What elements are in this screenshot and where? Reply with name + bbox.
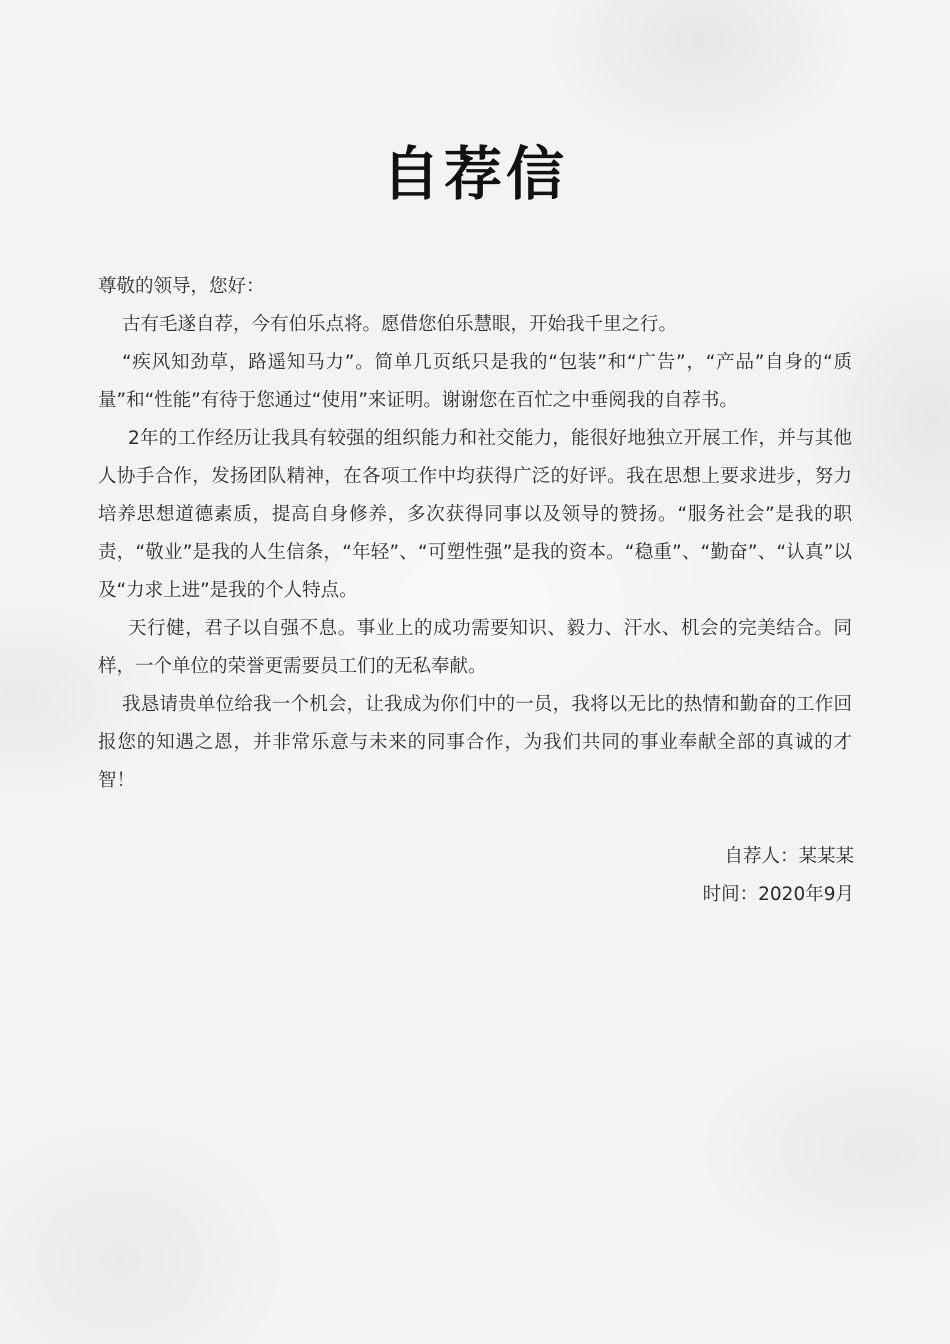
paragraph-4: 天行健，君子以自强不息。事业上的成功需要知识、毅力、汗水、机会的完美结合。同样，一个单位的荣誉更需要员工们的无私奉献。 (98, 618, 852, 677)
letter-body (98, 268, 852, 800)
signer-line: 自荐人：某某某 (724, 846, 854, 867)
paragraph-2: “疾风知劲草，路遥知马力”。简单几页纸只是我的“包装”和“广告”，“产品”自身的“质量”和“性能”有待于您通过“使用”来证明。谢谢您在百忙之中垂阅我的自荐书。 (98, 352, 852, 411)
date-line: 时间：2020年9月 (702, 884, 854, 905)
paragraph-3: 2年的工作经历让我具有较强的组织能力和社交能力，能很好地独立开展工作，并与其他人协手合作，发扬团队精神，在各项工作中均获得广泛的好评。我在思想上要求进步，努力培养思想道德素质，提高自身修养，多次获得同事以及领导的赞扬。“服务社会”是我的职责，“敬业”是我的人生信条，“年轻”、“可塑性强”是我的资本。“稳重”、“勤奋”、“认真”以及“力求上进”是我的个人特点。 (98, 428, 852, 601)
paragraph-1: 古有毛遂自荐，今有伯乐点将。愿借您伯乐慧眼，开始我千里之行。 (122, 314, 678, 335)
paragraph-5: 我恳请贵单位给我一个机会，让我成为你们中的一员，我将以无比的热情和勤奋的工作回报您的知遇之恩，并非常乐意与未来的同事合作，为我们共同的事业奉献全部的真诚的才智！ (98, 694, 852, 791)
page-title: 自荐信 (381, 140, 568, 208)
salutation: 尊敬的领导，您好： (98, 276, 265, 297)
signature-block (703, 838, 854, 914)
